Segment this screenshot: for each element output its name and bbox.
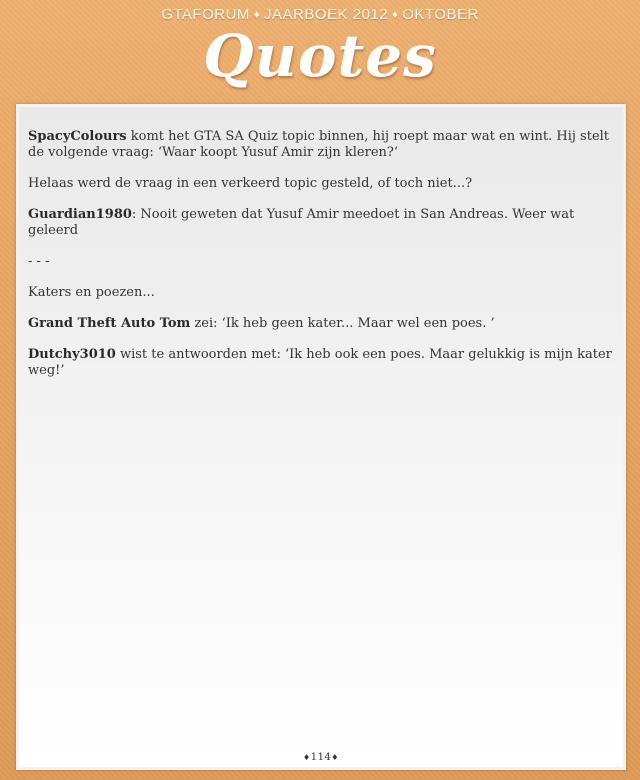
user-name: Grand Theft Auto Tom: [28, 316, 191, 331]
user-name: SpacyColours: [28, 129, 127, 144]
page-number-value: 114: [310, 752, 332, 763]
quote-text: Katers en poezen...: [28, 285, 155, 300]
diamond-separator-icon: ♦: [392, 9, 399, 21]
quote-text: zei: ‘Ik heb geen kater... Maar wel een poes. ’: [190, 316, 495, 331]
page-title: Quotes: [203, 22, 437, 90]
quote-text: Helaas werd de vraag in een verkeerd topic gesteld, of toch niet...?: [28, 176, 473, 191]
diamond-separator-icon: ♦: [253, 9, 261, 21]
quote-paragraph: [28, 316, 612, 332]
header-month: OKTOBER: [402, 6, 479, 23]
user-name: Guardian1980: [28, 207, 132, 222]
quote-paragraph: [28, 176, 612, 192]
quote-paragraph: [28, 347, 612, 379]
quote-paragraph: [28, 207, 612, 239]
quotes-content: [28, 129, 612, 394]
quote-paragraph: [28, 285, 612, 301]
quote-text: komt het GTA SA Quiz topic binnen, hij roept maar wat en wint. Hij stelt de volgende vraag: ‘Waar koopt Yusuf Amir zijn kleren?‘: [28, 129, 610, 160]
quote-text: wist te antwoorden met: ‘Ik heb ook een poes. Maar gelukkig is mijn kater weg!’: [28, 347, 612, 378]
header-book: JAARBOEK 2012: [264, 6, 389, 23]
user-name: Dutchy3010: [28, 347, 116, 362]
quotes-panel: [16, 104, 626, 770]
section-divider: - - -: [28, 254, 50, 269]
header-forum: GTAFORUM: [161, 6, 250, 23]
quote-text: : Nooit geweten dat Yusuf Amir meedoet in San Andreas. Weer wat geleerd: [28, 207, 575, 238]
diamond-ornament-icon: ♦: [331, 753, 339, 762]
diamond-ornament-icon: ♦: [303, 753, 311, 762]
quote-paragraph: [28, 129, 612, 161]
page-number: [19, 752, 623, 763]
